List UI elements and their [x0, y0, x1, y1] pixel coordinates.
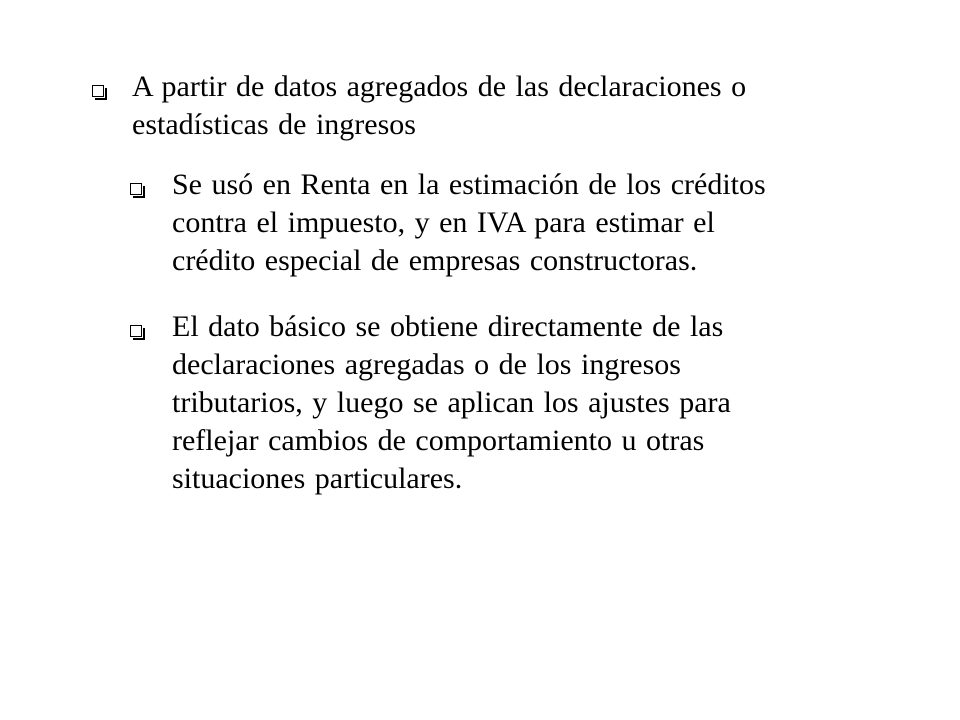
checkbox-bullet-icon: [92, 85, 106, 99]
bullet-line: contra el impuesto, y en IVA para estimar el: [172, 206, 715, 239]
checkbox-bullet-icon: [130, 325, 144, 339]
bullet-line: situaciones particulares.: [172, 462, 463, 495]
bullet-line: declaraciones agregadas o de los ingresos: [172, 348, 681, 381]
bullet-item-dato-basico: [130, 308, 920, 498]
bullet-text: [132, 68, 746, 144]
bullet-item-datos-agregados: [92, 68, 912, 144]
bullet-text: [172, 166, 766, 280]
bullet-line: Se usó en Renta en la estimación de los créditos: [172, 168, 766, 201]
bullet-line: reflejar cambios de comportamiento u otras: [172, 424, 705, 457]
checkbox-bullet-icon: [130, 183, 144, 197]
bullet-line: crédito especial de empresas constructoras.: [172, 244, 698, 277]
bullet-line: A partir de datos agregados de las declaraciones o: [132, 70, 747, 103]
bullet-line: estadísticas de ingresos: [132, 108, 416, 141]
bullet-item-renta-iva: [130, 166, 920, 280]
bullet-line: tributarios, y luego se aplican los ajustes para: [172, 386, 731, 419]
bullet-line: El dato básico se obtiene directamente de las: [172, 310, 724, 343]
bullet-text: [172, 308, 731, 498]
